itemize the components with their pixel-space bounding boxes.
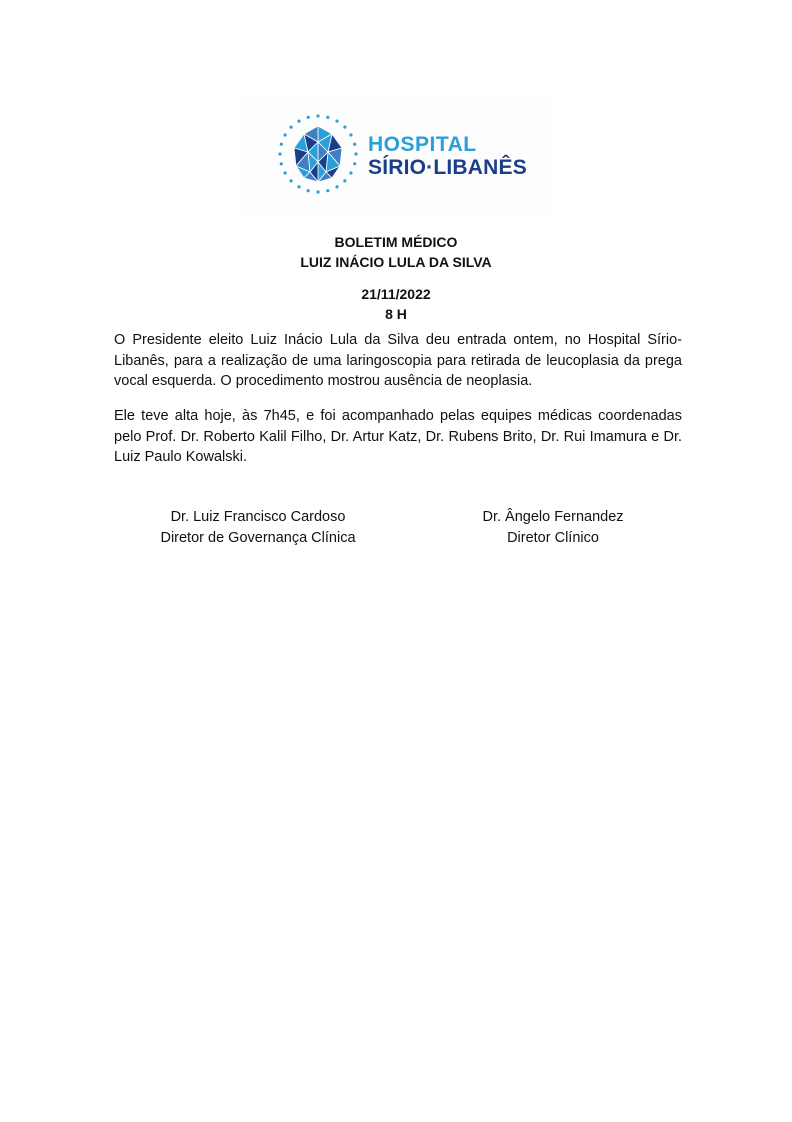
patient-name: LUIZ INÁCIO LULA DA SILVA bbox=[300, 254, 492, 270]
signatory-role: Diretor de Governança Clínica bbox=[160, 529, 356, 546]
bulletin-datetime bbox=[0, 284, 792, 324]
body-paragraph-2: Ele teve alta hoje, às 7h45, e foi acompanhado pelas equipes médicas coordenadas pelo Prof. Dr. Roberto Kalil Filho, Dr. Artur Katz, Dr. Rubens Brito, Dr. Rui Imamura e Dr. Luiz Paulo Kowalski. bbox=[114, 408, 682, 465]
signature-block-left bbox=[108, 507, 408, 548]
bulletin-title: BOLETIM MÉDICO bbox=[334, 234, 458, 250]
signatory-name: Dr. Luiz Francisco Cardoso bbox=[170, 509, 346, 525]
logo-line-hospital: HOSPITAL bbox=[368, 133, 477, 156]
hospital-logo-text bbox=[368, 134, 527, 179]
hospital-emblem-icon bbox=[276, 112, 360, 196]
signatory-role: Diretor Clínico bbox=[507, 529, 599, 546]
bulletin-heading bbox=[0, 232, 792, 272]
bulletin-date: 21/11/2022 bbox=[361, 286, 431, 302]
hospital-logo bbox=[240, 97, 552, 217]
logo-line-name: SÍRIO·LIBANÊS bbox=[368, 155, 527, 179]
body-paragraph-1: O Presidente eleito Luiz Inácio Lula da Silva deu entrada ontem, no Hospital Sírio-Libanês, para a realização de uma laringoscopia para retirada de leucoplasia da prega vocal esquerda. O procedimento mostrou ausência de neoplasia. bbox=[114, 332, 682, 389]
signatory-name: Dr. Ângelo Fernandez bbox=[482, 509, 624, 525]
signature-block-right bbox=[403, 507, 703, 548]
bulletin-time: 8 H bbox=[385, 306, 407, 322]
